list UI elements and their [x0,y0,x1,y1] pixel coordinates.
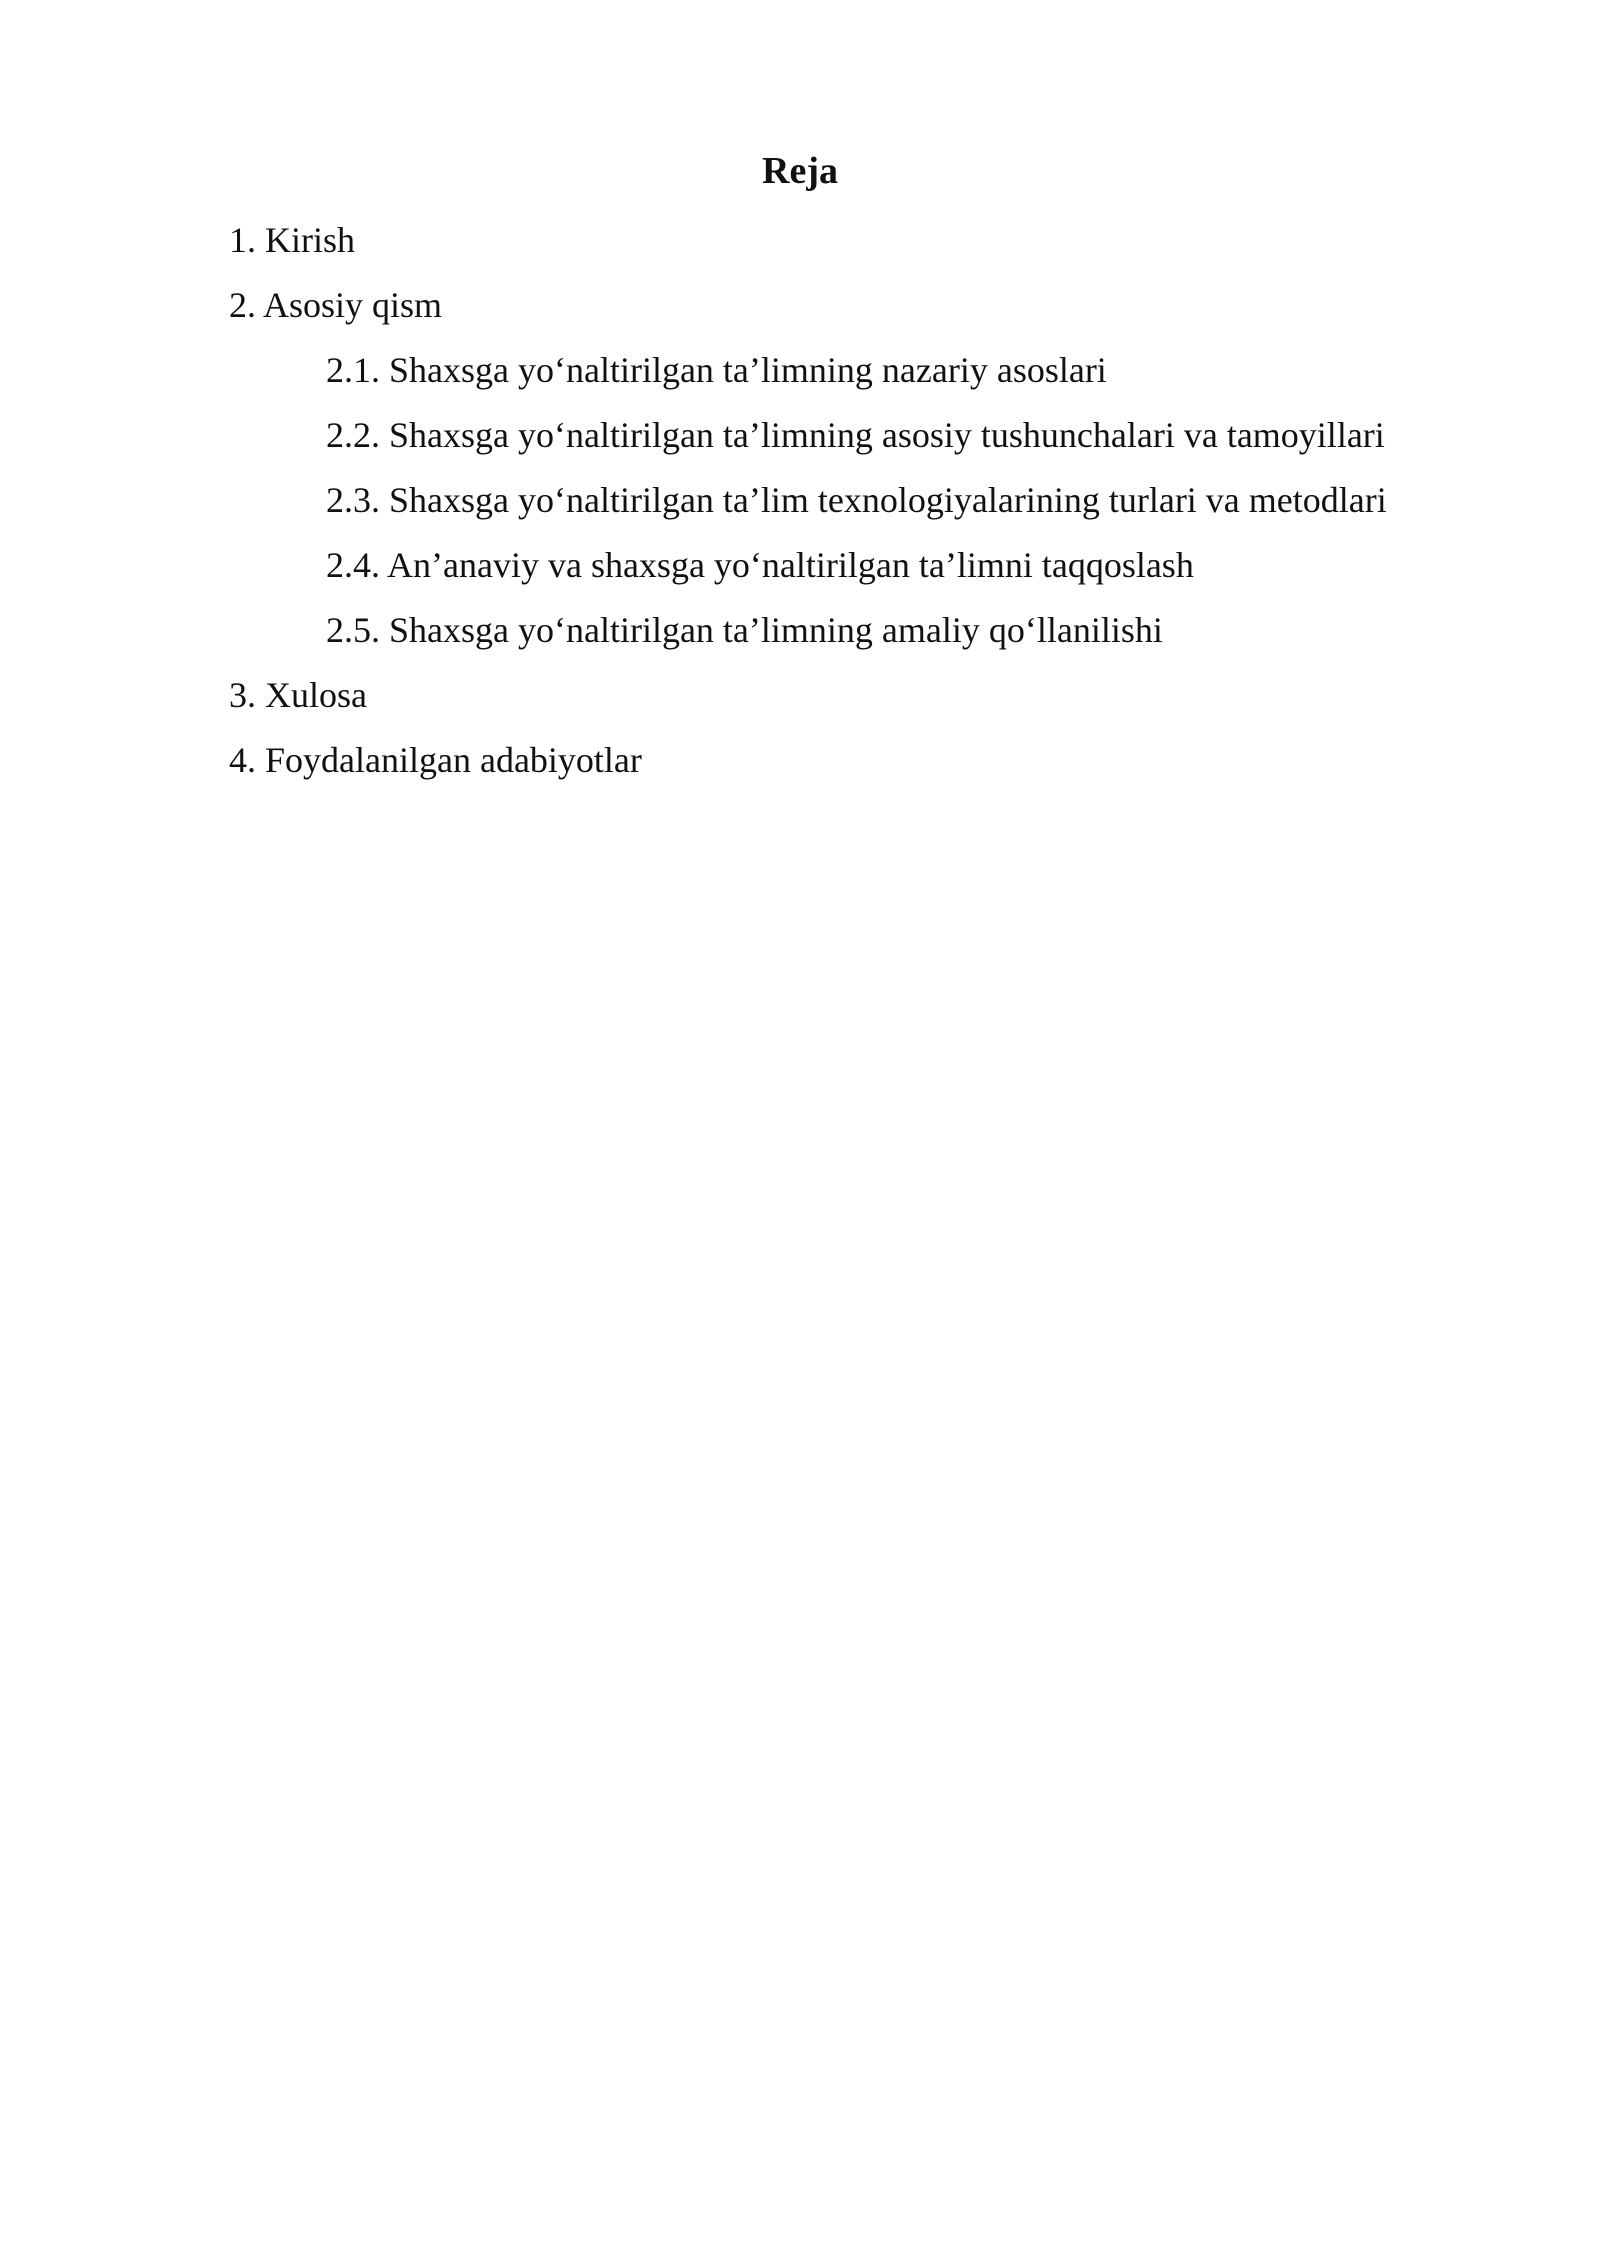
item-number: 4. [229,740,265,780]
outline-item-kirish [229,217,355,263]
item-text: Asosiy qism [263,285,443,325]
item-number: 2.5. [326,610,389,650]
page-title: Reja [762,150,838,192]
outline-subitem-2-4 [326,542,1194,588]
item-number: 2.1. [326,350,389,390]
item-text: Xulosa [265,675,367,715]
outline-subitem-2-2 [326,412,1385,458]
item-text: Shaxsga yo‘naltirilgan ta’limning asosiy tushunchalari va tamoyillari [389,415,1385,455]
outline-item-xulosa [229,672,367,718]
item-text: Kirish [265,220,355,260]
outline-item-adabiyotlar [229,737,642,783]
item-number: 2.4. [326,545,388,585]
item-text: Foydalanilgan adabiyotlar [265,740,642,780]
outline-subitem-2-1 [326,347,1107,393]
item-number: 2.3. [326,480,389,520]
item-text: Shaxsga yo‘naltirilgan ta’limning nazariy asoslari [389,350,1107,390]
item-number: 3. [229,675,265,715]
outline-subitem-2-5 [326,607,1163,653]
item-text: Shaxsga yo‘naltirilgan ta’limning amaliy qo‘llanilishi [389,610,1163,650]
item-text: An’anaviy va shaxsga yo‘naltirilgan ta’limni taqqoslash [387,545,1194,585]
item-number: 2. [229,285,264,325]
item-text: Shaxsga yo‘naltirilgan ta’lim texnologiyalarining turlari va metodlari [389,480,1387,520]
item-number: 1. [229,220,265,260]
outline-item-asosiy-qism [229,282,442,328]
item-number: 2.2. [326,415,389,455]
outline-subitem-2-3 [326,477,1387,523]
